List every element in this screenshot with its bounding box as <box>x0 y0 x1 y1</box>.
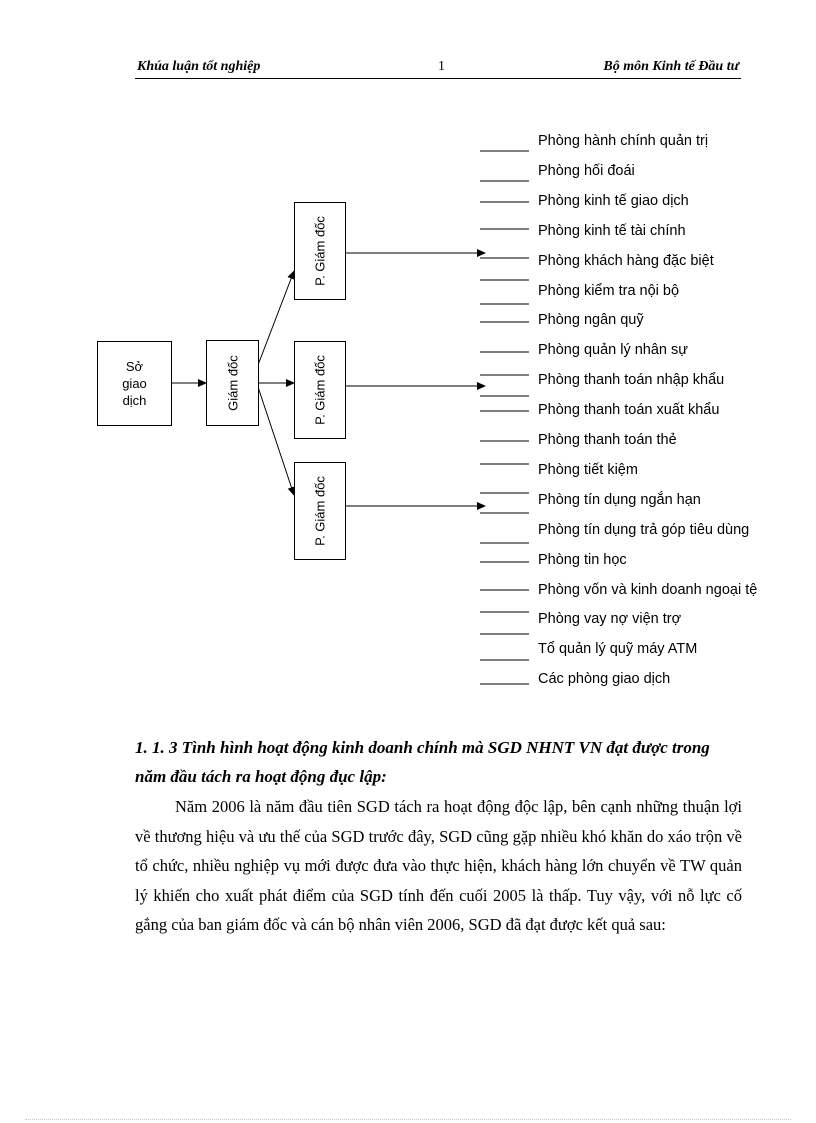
department-stub-lines <box>480 151 529 684</box>
department-item: Phòng hành chính quản trị <box>538 133 709 149</box>
department-item: Phòng quản lý nhân sự <box>538 342 688 358</box>
department-item: Các phòng giao dịch <box>538 671 671 687</box>
department-item: Phòng ngân quỹ <box>538 312 644 328</box>
page-bottom-divider <box>25 1119 791 1120</box>
department-item: Phòng tin học <box>538 552 627 568</box>
director-box <box>206 340 259 426</box>
section-paragraph: Năm 2006 là năm đầu tiên SGD tách ra hoạt động độc lập, bên cạnh những thuận lợi về thương hiệu và ưu thế của SGD trước đây, SGD cũng gặp nhiều khó khăn do xáo trộn về tổ chức, nhiều nghiệp vụ mới được đưa vào thực hiện, khách hàng lớn chuyển về TW quản lý khiến cho xuất phát điểm của SGD tính đến cuối 2005 là thấp. Tuy vậy, với nỗ lực cố gắng của ban giám đốc và cán bộ nhân viên 2006, SGD đã đạt được kết quả sau: <box>135 797 742 935</box>
header-thesis-title: Khúa luận tốt nghiệp <box>137 59 261 74</box>
department-item: Phòng hối đoái <box>538 163 635 179</box>
deputy-director-box-2 <box>294 341 346 439</box>
department-item: Phòng tín dụng ngắn hạn <box>538 492 701 508</box>
department-item: Tổ quản lý quỹ máy ATM <box>538 641 698 657</box>
section-heading: 1. 1. 3 Tình hình hoạt động kinh doanh chính mà SGD NHNT VN đạt được trong năm đầu tách ra hoạt động đục lập: <box>135 738 710 786</box>
arrow-director-to-deputy-3 <box>258 387 294 495</box>
department-item: Phòng khách hàng đặc biệt <box>538 253 714 269</box>
department-item: Phòng thanh toán thẻ <box>538 432 677 448</box>
department-item: Phòng kinh tế tài chính <box>538 223 686 239</box>
deputy-director-label-3: P. Giám đốc <box>312 476 328 546</box>
root-box-transaction-office <box>97 341 172 426</box>
root-label-line-2: giao <box>122 376 147 391</box>
department-item: Phòng thanh toán nhập khẩu <box>538 372 725 388</box>
department-item: Phòng thanh toán xuất khẩu <box>538 402 720 418</box>
deputy-director-label-1: P. Giám đốc <box>312 216 328 286</box>
deputy-director-label-2: P. Giám đốc <box>312 355 328 425</box>
department-item: Phòng kiểm tra nội bộ <box>538 283 680 299</box>
department-item: Phòng vay nợ viện trợ <box>538 611 682 627</box>
root-label-line-1: Sở <box>125 359 144 374</box>
deputy-director-box-3 <box>294 462 346 560</box>
director-label: Giám đốc <box>225 355 240 411</box>
root-label-line-3: dịch <box>122 393 147 408</box>
department-item: Phòng kinh tế giao dịch <box>538 193 689 209</box>
arrow-director-to-deputy-1 <box>258 271 294 365</box>
department-item: Phòng tín dụng trả góp tiêu dùng <box>538 522 750 538</box>
deputy-director-box-1 <box>294 202 346 300</box>
page-number: 1 <box>438 59 445 74</box>
header-department: Bộ môn Kinh tế Đầu tư <box>603 59 739 74</box>
department-item: Phòng tiết kiệm <box>538 462 638 478</box>
department-item: Phòng vốn và kinh doanh ngoại tệ <box>538 582 758 598</box>
